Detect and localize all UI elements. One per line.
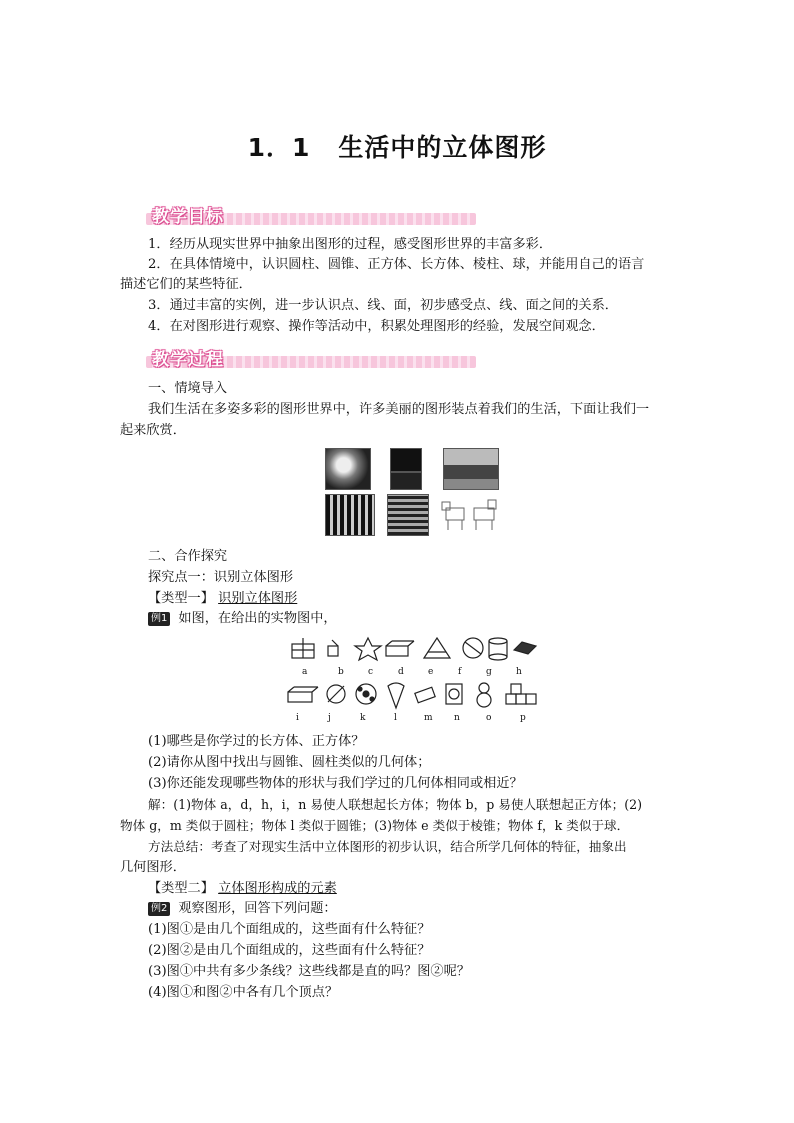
- object-label: d: [398, 667, 404, 677]
- type2-tag: 【类型二】: [148, 881, 214, 896]
- object-label: c: [368, 667, 374, 677]
- method-summary: 几何图形．: [120, 860, 186, 875]
- section-number: 1．1: [247, 133, 311, 162]
- goals-banner: [146, 202, 476, 228]
- object-label: i: [296, 713, 299, 723]
- object-label: m: [424, 713, 433, 723]
- object-label: o: [486, 713, 492, 723]
- paragraph-line: 我们生活在多姿多彩的图形世界中，许多美丽的图形装点着我们的生活，下面让我们一: [148, 402, 650, 417]
- tower-photo: [390, 448, 422, 490]
- example2-text: 观察图形，回答下列问题：: [178, 901, 337, 916]
- question: (2)请你从图中找出与圆锥、圆柱类似的几何体；: [148, 755, 431, 770]
- type1-heading: [148, 590, 708, 608]
- question: (1)哪些是你学过的长方体、正方体？: [148, 734, 365, 749]
- goal-line: 4．在对图形进行观察、操作等活动中，积累处理图形的经验，发展空间观念．: [148, 319, 605, 334]
- object-label: k: [360, 713, 366, 723]
- objects-row1: [288, 634, 538, 664]
- type2-heading: [148, 880, 708, 898]
- question: (1)图①是由几个面组成的，这些面有什么特征？: [148, 922, 431, 937]
- ice-cream-photo: [325, 448, 371, 490]
- building-photo: [443, 448, 499, 490]
- object-label: l: [394, 713, 397, 723]
- answer-line: 物体 g，m 类似于圆柱；物体 l 类似于圆锥；(3)物体 e 类似于棱锥；物体 f，k 类似于球．: [120, 818, 630, 833]
- example1: [148, 610, 708, 628]
- section-title: 生活中的立体图形: [338, 133, 547, 162]
- example1-tag: 例1: [148, 612, 170, 626]
- animal-drawing: [440, 496, 500, 534]
- object-label: j: [328, 713, 331, 723]
- page-title: [0, 128, 794, 164]
- objects-row2: [284, 678, 544, 710]
- tower-building-photo: [387, 494, 429, 536]
- goal-line: 2．在具体情境中，认识圆柱、圆锥、正方体、长方体、棱柱、球，并能用自己的语言: [148, 257, 645, 272]
- process-banner: [146, 345, 476, 371]
- example2: [148, 900, 708, 918]
- type1-tag: 【类型一】: [148, 591, 214, 606]
- example1-text: 如图，在给出的实物图中，: [178, 611, 337, 626]
- question: (4)图①和图②中各有几个顶点？: [148, 985, 339, 1000]
- section-heading: 二、合作探究: [148, 549, 228, 564]
- question: (3)你还能发现哪些物体的形状与我们学过的几何体相同或相近？: [148, 776, 523, 791]
- paragraph-line: 起来欣赏．: [120, 423, 186, 438]
- type2-title: 立体图形构成的元素: [218, 881, 337, 896]
- object-label: h: [516, 667, 522, 677]
- object-label: p: [520, 713, 526, 723]
- goal-line: 3．通过丰富的实例，进一步认识点、线、面，初步感受点、线、面之间的关系．: [148, 298, 618, 313]
- example2-tag: 例2: [148, 902, 170, 916]
- goals-banner-label: 教学目标: [152, 207, 224, 227]
- object-label: n: [454, 713, 460, 723]
- object-label: f: [458, 667, 462, 677]
- point-heading: 探究点一：识别立体图形: [148, 570, 294, 585]
- object-label: b: [338, 667, 344, 677]
- answer-line: 解：(1)物体 a，d，h，i，n 易使人联想起长方体；物体 b，p 易使人联想起正方体；(2): [148, 797, 643, 812]
- process-banner-label: 教学过程: [152, 350, 224, 370]
- skyscraper-photo: [325, 494, 375, 536]
- goal-line: 1．经历从现实世界中抽象出图形的过程，感受图形世界的丰富多彩．: [148, 237, 553, 252]
- object-label: g: [486, 667, 492, 677]
- goal-line: 描述它们的某些特征．: [120, 277, 252, 292]
- question: (2)图②是由几个面组成的，这些面有什么特征？: [148, 943, 431, 958]
- question: (3)图①中共有多少条线？这些线都是直的吗？图②呢？: [148, 964, 470, 979]
- section-heading: 一、情境导入: [148, 381, 228, 396]
- method-summary: 方法总结：考查了对现实生活中立体图形的初步认识，结合所学几何体的特征，抽象出: [148, 839, 627, 854]
- object-label: a: [302, 667, 308, 677]
- type1-title: 识别立体图形: [218, 591, 298, 606]
- object-label: e: [428, 667, 434, 677]
